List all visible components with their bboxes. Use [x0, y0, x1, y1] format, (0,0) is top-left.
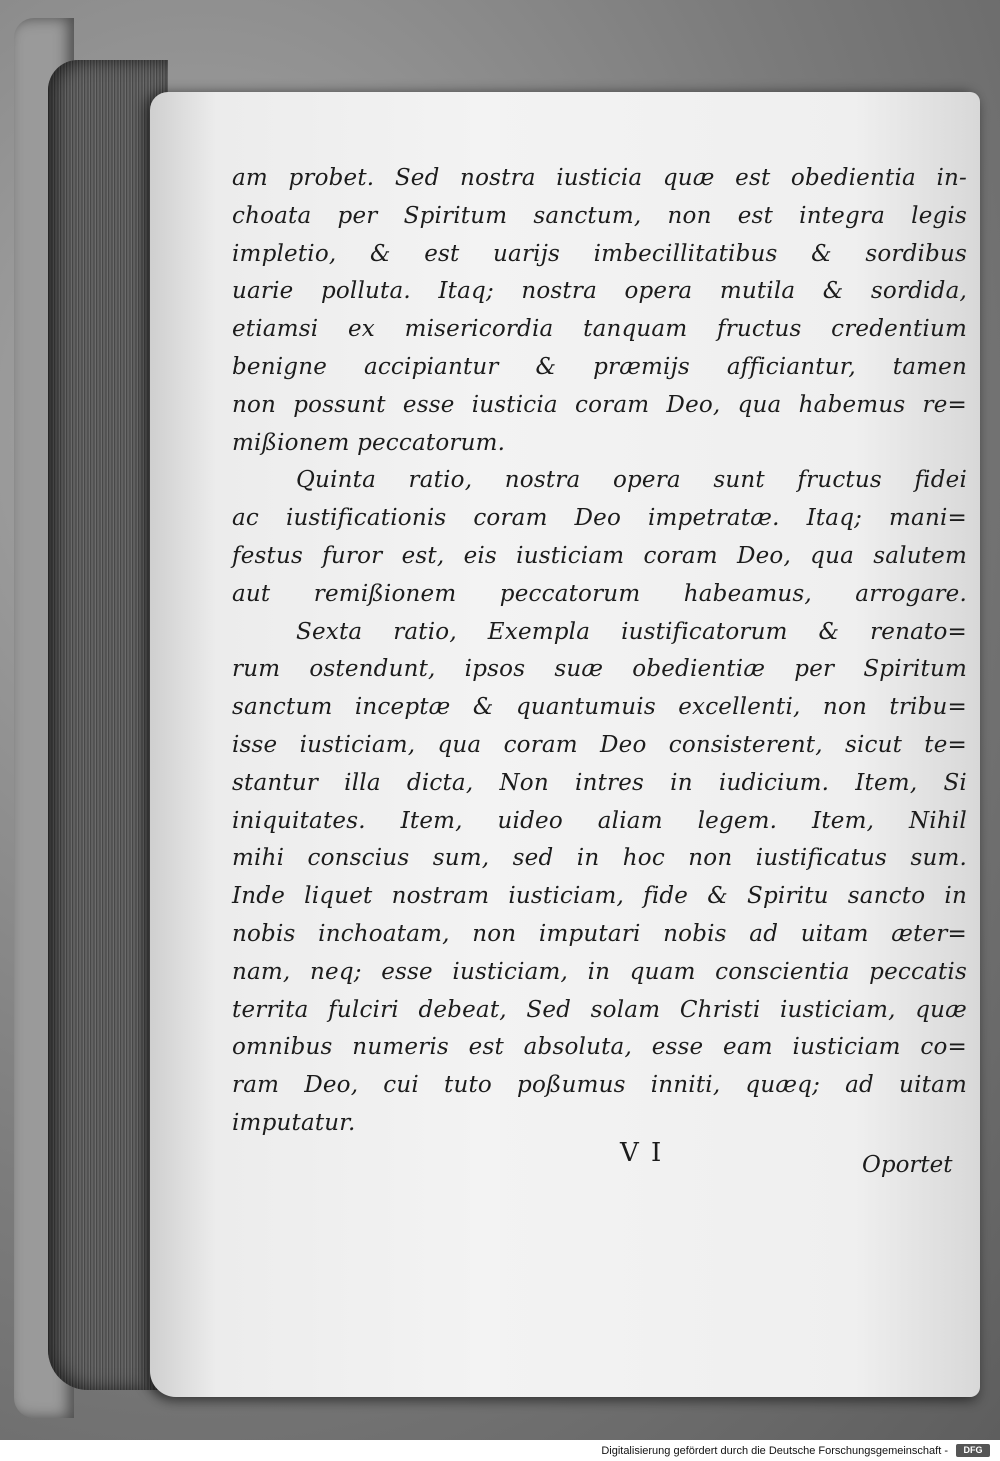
text-line: am probet. Sed nostra iusticia quæ est obedientia in-: [232, 165, 967, 191]
text-line: non possunt esse iusticia coram Deo, qua habemus re=: [232, 391, 967, 418]
text-line: territa fulciri debeat, Sed solam Christi iusticiam, quæ: [232, 996, 967, 1023]
text-line: omnibus numeris est absoluta, esse eam iusticiam co=: [232, 1034, 967, 1061]
text-line: ac iustificationis coram Deo impetratæ. Itaq; mani=: [232, 505, 967, 532]
text-line: iniquitates. Item, uideo aliam legem. Item, Nihil: [232, 807, 967, 834]
text-line: Inde liquet nostram iusticiam, fide & Spiritu sancto in: [232, 883, 967, 910]
text-line: isse iusticiam, qua coram Deo consisterent, sicut te=: [232, 731, 967, 758]
catchword: Oportet: [862, 1152, 953, 1178]
text-line: festus furor est, eis iusticiam coram Deo, qua salutem: [232, 542, 967, 569]
signature-mark: V I: [620, 1138, 664, 1168]
text-line: nobis inchoatam, non imputari nobis ad uitam æter=: [232, 920, 967, 947]
text-line: etiamsi ex misericordia tanquam fructus credentium: [232, 316, 967, 343]
text-line: mißionem peccatorum.: [232, 429, 506, 456]
paragraph-start-line: Quinta ratio, nostra opera sunt fructus fidei: [296, 467, 967, 494]
dfg-logo-icon: DFG: [956, 1444, 990, 1457]
attribution-text: Digitalisierung gefördert durch die Deutsche Forschungsgemeinschaft -: [601, 1445, 948, 1457]
text-line: aut remißionem peccatorum habeamus, arrogare.: [232, 580, 967, 607]
text-line: mihi conscius sum, sed in hoc non iustificatus sum.: [232, 845, 967, 872]
text-line: imputatur.: [232, 1109, 356, 1136]
text-line: uarie polluta. Itaq; nostra opera mutila & sordida,: [232, 278, 967, 305]
text-line: impletio, & est uarijs imbecillitatibus & sordibus: [232, 240, 967, 267]
text-line: nam, neq; esse iusticiam, in quam conscientia peccatis: [232, 958, 967, 985]
page-text-block: [232, 160, 967, 1143]
text-line: stantur illa dicta, Non intres in iudicium. Item, Si: [232, 769, 967, 796]
text-line: choata per Spiritum sanctum, non est integra legis: [232, 202, 967, 229]
paragraph-start-line: Sexta ratio, Exempla iustificatorum & renato=: [296, 618, 967, 645]
text-line: sanctum inceptæ & quantumuis excellenti, non tribu=: [232, 694, 967, 721]
text-line: rum ostendunt, ipsos suæ obedientiæ per Spiritum: [232, 656, 967, 683]
text-line: ram Deo, cui tuto poßumus inniti, quæq; ad uitam: [232, 1072, 967, 1099]
text-line: benigne accipiantur & præmijs afficiantur, tamen: [232, 353, 967, 380]
